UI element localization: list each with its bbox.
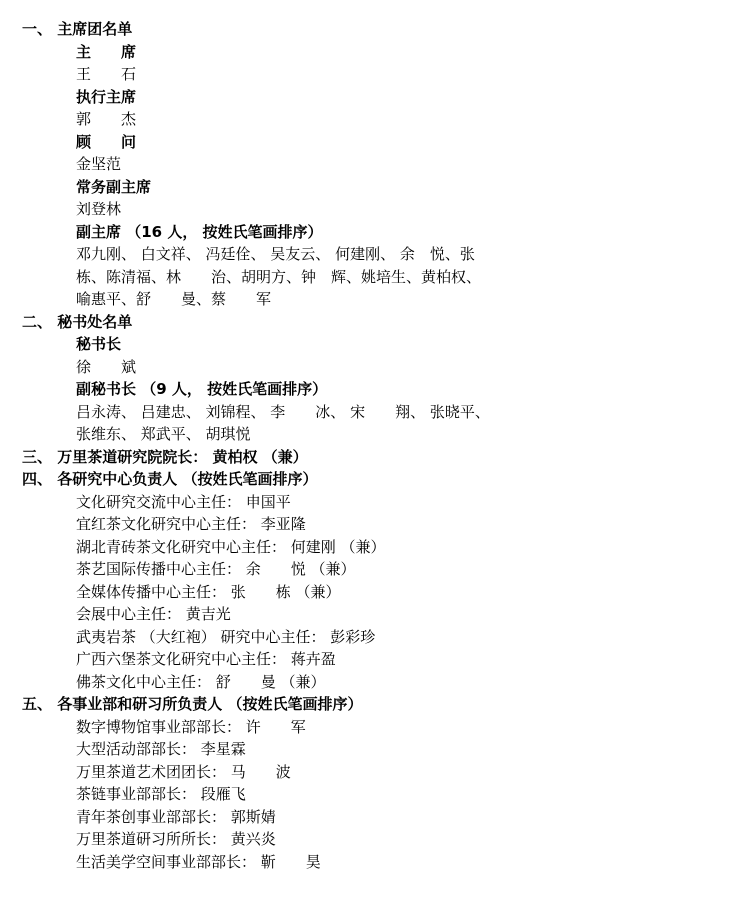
group-title: 顾 问 <box>76 132 137 151</box>
name-line: 邓九刚、 白文祥、 冯廷佺、 吴友云、 何建刚、 余 悦、张 <box>76 245 475 263</box>
role-line: 广西六堡茶文化研究中心主任： 蒋卉盈 <box>76 650 336 668</box>
role-line: 武夷岩茶 （大红袍） 研究中心主任： 彭彩珍 <box>76 627 376 646</box>
document-body <box>0 18 750 873</box>
section-heading: 五、 各事业部和研习所负责人 （按姓氏笔画排序） <box>22 695 363 713</box>
name-line: 金坚范 <box>76 155 122 173</box>
group-title: 副主席 （16 人， 按姓氏笔画排序） <box>76 222 323 241</box>
role-line: 茶链事业部部长： 段雁飞 <box>76 785 246 803</box>
role-line: 宜红茶文化研究中心主任： 李亚隆 <box>76 515 306 533</box>
name-line: 吕永涛、 吕建忠、 刘锦程、 李 冰、 宋 翔、 张晓平、 <box>76 402 490 421</box>
role-line: 全媒体传播中心主任： 张 栋 （兼） <box>76 582 341 601</box>
role-line: 茶艺国际传播中心主任： 余 悦 （兼） <box>76 560 356 578</box>
role-line: 数字博物馆事业部部长： 许 军 <box>76 717 306 736</box>
role-line: 万里茶道艺术团团长： 马 波 <box>76 762 291 781</box>
group-title: 常务副主席 <box>76 177 152 196</box>
name-line: 刘登林 <box>76 200 122 218</box>
role-line: 湖北青砖茶文化研究中心主任： 何建刚 （兼） <box>76 537 386 556</box>
name-line: 张维东、 郑武平、 胡琪悦 <box>76 425 251 443</box>
name-line: 郭 杰 <box>76 110 137 128</box>
section-heading: 二、 秘书处名单 <box>22 312 133 331</box>
section-heading: 四、 各研究中心负责人 （按姓氏笔画排序） <box>22 470 318 488</box>
name-line: 王 石 <box>76 65 137 83</box>
group-title: 主 席 <box>76 42 137 61</box>
group-title: 执行主席 <box>76 87 137 106</box>
role-line: 会展中心主任： 黄吉光 <box>76 605 231 623</box>
group-title: 秘书长 <box>76 335 122 353</box>
role-line: 佛茶文化中心主任： 舒 曼 （兼） <box>76 672 326 691</box>
role-line: 生活美学空间事业部部长： 靳 昊 <box>76 852 321 871</box>
role-line: 青年茶创事业部部长： 郭斯婧 <box>76 807 276 826</box>
role-line: 大型活动部部长： 李星霖 <box>76 740 246 758</box>
name-line: 徐 斌 <box>76 357 137 376</box>
section-heading: 一、 主席团名单 <box>22 20 133 38</box>
role-line: 万里茶道研习所所长： 黄兴炎 <box>76 830 276 848</box>
group-title: 副秘书长 （9 人， 按姓氏笔画排序） <box>76 380 328 398</box>
name-line: 栋、陈清福、林 治、胡明方、钟 辉、姚培生、黄柏权、 <box>76 267 482 286</box>
role-line: 文化研究交流中心主任： 申国平 <box>76 492 291 511</box>
section-heading: 三、 万里茶道研究院院长： 黄柏权 （兼） <box>22 447 308 466</box>
name-line: 喻惠平、舒 曼、蔡 军 <box>76 290 272 308</box>
